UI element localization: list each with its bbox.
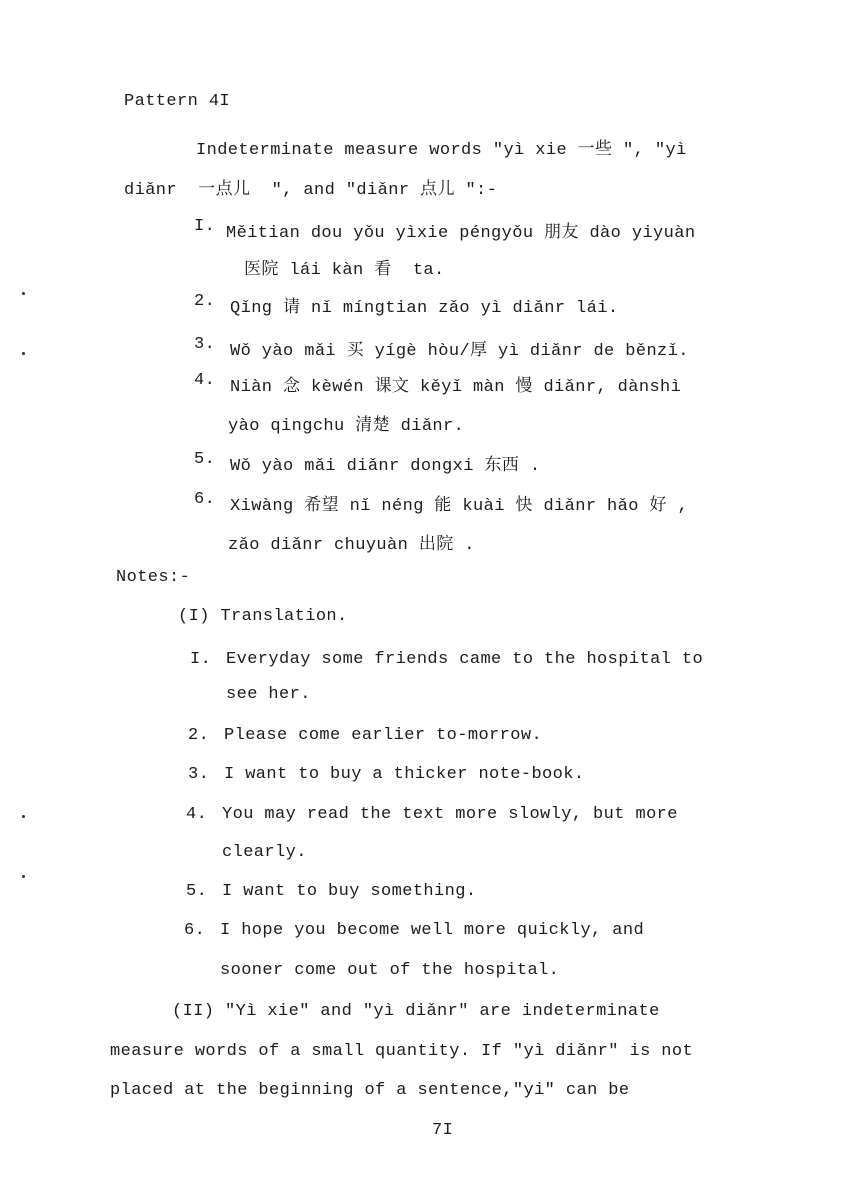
example-number: 6.: [194, 490, 216, 509]
note-2-line-1: (II) "Yì xie" and "yì diǎnr" are indeterminate: [172, 1002, 660, 1021]
translation-text: I want to buy a thicker note-book.: [224, 765, 585, 784]
example-text: Měitian dou yǒu yìxie péngyǒu 朋友 dào yiyuàn: [226, 224, 696, 243]
pattern-title: Pattern 4I: [124, 92, 231, 111]
translation-text: clearly.: [222, 843, 307, 862]
scan-speck: [22, 875, 25, 878]
translation-text: Everyday some friends came to the hospital to: [226, 650, 704, 669]
translation-number: 5.: [186, 882, 208, 901]
example-text: Wǒ yào mǎi 买 yígè hòu/厚 yì diǎnr de běnzǐ.: [230, 342, 689, 361]
translation-text: Please come earlier to-morrow.: [224, 726, 543, 745]
example-number: 4.: [194, 371, 216, 390]
example-text: yào qingchu 清楚 diǎnr.: [228, 417, 465, 436]
translation-number: 4.: [186, 805, 208, 824]
scan-speck: [22, 292, 25, 295]
note-2-line-3: placed at the beginning of a sentence,"yi" can be: [110, 1081, 630, 1100]
example-text: Qǐng 请 nǐ míngtian zǎo yì diǎnr lái.: [230, 299, 619, 318]
example-text: Xiwàng 希望 nǐ néng 能 kuài 快 diǎnr hǎo 好 ,: [230, 497, 689, 516]
translation-text: I hope you become well more quickly, and: [220, 921, 645, 940]
translation-number: 2.: [188, 726, 210, 745]
notes-heading: Notes:-: [116, 568, 191, 587]
translation-number: 6.: [184, 921, 206, 940]
scan-speck: [22, 352, 25, 355]
example-text: 医院 lái kàn 看 ta.: [244, 261, 445, 280]
translation-text: I want to buy something.: [222, 882, 477, 901]
example-number: 3.: [194, 335, 216, 354]
intro-line-2: diǎnr 一点儿 ", and "diǎnr 点儿 ":-: [124, 181, 498, 200]
translation-number: I.: [190, 650, 212, 669]
example-text: zǎo diǎnr chuyuàn 出院 .: [228, 536, 475, 555]
example-number: I.: [194, 217, 216, 236]
example-text: Niàn 念 kèwén 课文 kěyǐ màn 慢 diǎnr, dànshì: [230, 378, 682, 397]
page-number: 7I: [432, 1121, 454, 1140]
intro-line-1: Indeterminate measure words "yì xie 一些 ", "yì: [196, 141, 687, 160]
example-text: Wǒ yào mǎi diǎnr dongxi 东西 .: [230, 457, 541, 476]
translation-number: 3.: [188, 765, 210, 784]
translation-text: You may read the text more slowly, but more: [222, 805, 678, 824]
translation-heading: (I) Translation.: [178, 607, 348, 626]
example-number: 2.: [194, 292, 216, 311]
example-number: 5.: [194, 450, 216, 469]
translation-text: see her.: [226, 685, 311, 704]
translation-text: sooner come out of the hospital.: [220, 961, 560, 980]
note-2-line-2: measure words of a small quantity. If "yì diǎnr" is not: [110, 1042, 694, 1061]
scan-speck: [22, 815, 25, 818]
